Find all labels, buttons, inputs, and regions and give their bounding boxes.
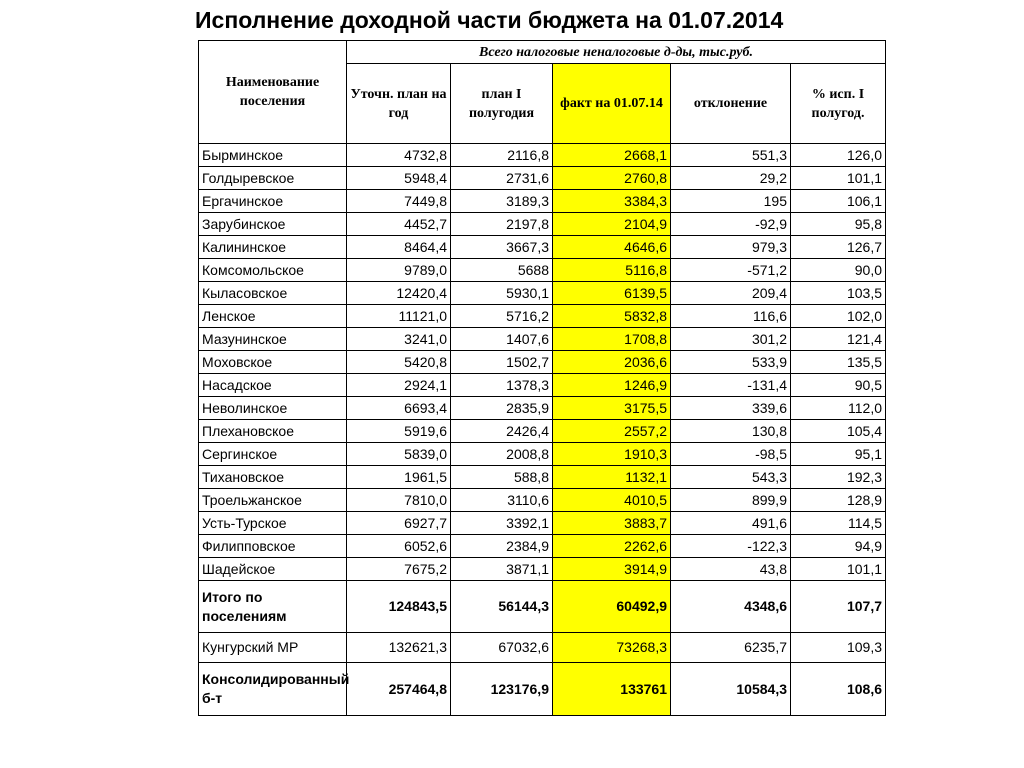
deviation-cell: -92,9	[671, 213, 791, 236]
mr-row	[199, 633, 886, 663]
plan-half-cell: 2731,6	[451, 167, 553, 190]
deviation-cell: -131,4	[671, 374, 791, 397]
plan-year-cell: 12420,4	[347, 282, 451, 305]
settlement-name: Неволинское	[199, 397, 347, 420]
header-col-fact: факт на 01.07.14	[553, 64, 671, 144]
percent-cell: 90,5	[791, 374, 886, 397]
deviation-cell: 209,4	[671, 282, 791, 305]
table-row	[199, 190, 886, 213]
header-group: Всего налоговые неналоговые д-ды, тыс.руб.	[347, 41, 886, 64]
header-col-percent: % исп. I полугод.	[791, 64, 886, 144]
plan-year-cell: 1961,5	[347, 466, 451, 489]
header-col-plan-half: план I полугодия	[451, 64, 553, 144]
percent-cell: 105,4	[791, 420, 886, 443]
fact-cell: 1246,9	[553, 374, 671, 397]
fact-cell: 6139,5	[553, 282, 671, 305]
settlement-name: Мазунинское	[199, 328, 347, 351]
plan-half-cell: 1378,3	[451, 374, 553, 397]
consolidated-name: Консолидированный б-т	[199, 663, 347, 716]
table-row	[199, 535, 886, 558]
plan-year-cell: 5839,0	[347, 443, 451, 466]
plan-half-cell: 3871,1	[451, 558, 553, 581]
deviation-cell: 195	[671, 190, 791, 213]
percent-cell: 102,0	[791, 305, 886, 328]
table-row	[199, 512, 886, 535]
percent-cell: 106,1	[791, 190, 886, 213]
fact-cell: 1708,8	[553, 328, 671, 351]
table-row	[199, 466, 886, 489]
plan-half-cell: 3392,1	[451, 512, 553, 535]
deviation-cell: 301,2	[671, 328, 791, 351]
header-row-group	[199, 41, 886, 64]
total-fact: 60492,9	[553, 581, 671, 633]
percent-cell: 114,5	[791, 512, 886, 535]
plan-year-cell: 6693,4	[347, 397, 451, 420]
table-row	[199, 443, 886, 466]
fact-cell: 3384,3	[553, 190, 671, 213]
deviation-cell: 339,6	[671, 397, 791, 420]
fact-cell: 2557,2	[553, 420, 671, 443]
table-row	[199, 213, 886, 236]
settlement-name: Усть-Турское	[199, 512, 347, 535]
consolidated-fact: 133761	[553, 663, 671, 716]
percent-cell: 128,9	[791, 489, 886, 512]
plan-half-cell: 3667,3	[451, 236, 553, 259]
table-row	[199, 374, 886, 397]
plan-year-cell: 9789,0	[347, 259, 451, 282]
mr-percent: 109,3	[791, 633, 886, 663]
plan-year-cell: 5420,8	[347, 351, 451, 374]
plan-year-cell: 11121,0	[347, 305, 451, 328]
settlement-name: Калининское	[199, 236, 347, 259]
percent-cell: 121,4	[791, 328, 886, 351]
settlement-name: Комсомольское	[199, 259, 347, 282]
percent-cell: 126,0	[791, 144, 886, 167]
plan-half-cell: 2384,9	[451, 535, 553, 558]
page-title: Исполнение доходной части бюджета на 01.07.2014	[195, 7, 784, 33]
deviation-cell: -571,2	[671, 259, 791, 282]
plan-half-cell: 1407,6	[451, 328, 553, 351]
plan-year-cell: 5948,4	[347, 167, 451, 190]
percent-cell: 95,1	[791, 443, 886, 466]
percent-cell: 112,0	[791, 397, 886, 420]
plan-half-cell: 588,8	[451, 466, 553, 489]
plan-year-cell: 4452,7	[347, 213, 451, 236]
plan-half-cell: 2008,8	[451, 443, 553, 466]
header-col-plan-year: Уточн. план на год	[347, 64, 451, 144]
percent-cell: 101,1	[791, 558, 886, 581]
plan-half-cell: 5930,1	[451, 282, 553, 305]
mr-fact: 73268,3	[553, 633, 671, 663]
settlement-name: Зарубинское	[199, 213, 347, 236]
table-row	[199, 144, 886, 167]
plan-year-cell: 6927,7	[347, 512, 451, 535]
deviation-cell: 533,9	[671, 351, 791, 374]
plan-year-cell: 5919,6	[347, 420, 451, 443]
total-percent: 107,7	[791, 581, 886, 633]
deviation-cell: 543,3	[671, 466, 791, 489]
fact-cell: 2760,8	[553, 167, 671, 190]
consolidated-percent: 108,6	[791, 663, 886, 716]
percent-cell: 94,9	[791, 535, 886, 558]
plan-half-cell: 2426,4	[451, 420, 553, 443]
header-col-deviation: отклонение	[671, 64, 791, 144]
plan-year-cell: 3241,0	[347, 328, 451, 351]
table-row	[199, 282, 886, 305]
fact-cell: 5116,8	[553, 259, 671, 282]
plan-half-cell: 1502,7	[451, 351, 553, 374]
plan-year-cell: 6052,6	[347, 535, 451, 558]
consolidated-row	[199, 663, 886, 716]
deviation-cell: 130,8	[671, 420, 791, 443]
settlement-name: Голдыревское	[199, 167, 347, 190]
plan-year-cell: 4732,8	[347, 144, 451, 167]
deviation-cell: 979,3	[671, 236, 791, 259]
deviation-cell: -98,5	[671, 443, 791, 466]
mr-deviation: 6235,7	[671, 633, 791, 663]
settlement-name: Шадейское	[199, 558, 347, 581]
deviation-cell: 43,8	[671, 558, 791, 581]
total-plan-half: 56144,3	[451, 581, 553, 633]
settlement-name: Ергачинское	[199, 190, 347, 213]
fact-cell: 4646,6	[553, 236, 671, 259]
mr-plan-year: 132621,3	[347, 633, 451, 663]
deviation-cell: 491,6	[671, 512, 791, 535]
settlement-name: Троельжанское	[199, 489, 347, 512]
mr-plan-half: 67032,6	[451, 633, 553, 663]
plan-year-cell: 2924,1	[347, 374, 451, 397]
fact-cell: 4010,5	[553, 489, 671, 512]
plan-half-cell: 5716,2	[451, 305, 553, 328]
total-plan-year: 124843,5	[347, 581, 451, 633]
total-deviation: 4348,6	[671, 581, 791, 633]
plan-half-cell: 3189,3	[451, 190, 553, 213]
plan-year-cell: 7449,8	[347, 190, 451, 213]
consolidated-plan-half: 123176,9	[451, 663, 553, 716]
deviation-cell: 551,3	[671, 144, 791, 167]
settlement-name: Плехановское	[199, 420, 347, 443]
fact-cell: 3883,7	[553, 512, 671, 535]
settlement-name: Насадское	[199, 374, 347, 397]
table-row	[199, 420, 886, 443]
table-row	[199, 351, 886, 374]
fact-cell: 3175,5	[553, 397, 671, 420]
deviation-cell: -122,3	[671, 535, 791, 558]
fact-cell: 2036,6	[553, 351, 671, 374]
plan-year-cell: 8464,4	[347, 236, 451, 259]
percent-cell: 90,0	[791, 259, 886, 282]
plan-half-cell: 3110,6	[451, 489, 553, 512]
plan-half-cell: 2835,9	[451, 397, 553, 420]
total-name: Итого по поселениям	[199, 581, 347, 633]
settlement-name: Кыласовское	[199, 282, 347, 305]
deviation-cell: 899,9	[671, 489, 791, 512]
fact-cell: 3914,9	[553, 558, 671, 581]
consolidated-deviation: 10584,3	[671, 663, 791, 716]
table-row	[199, 259, 886, 282]
table-row	[199, 558, 886, 581]
plan-half-cell: 2197,8	[451, 213, 553, 236]
settlement-name: Сергинское	[199, 443, 347, 466]
consolidated-plan-year: 257464,8	[347, 663, 451, 716]
total-row	[199, 581, 886, 633]
fact-cell: 5832,8	[553, 305, 671, 328]
settlement-name: Тихановское	[199, 466, 347, 489]
table-row	[199, 167, 886, 190]
percent-cell: 101,1	[791, 167, 886, 190]
percent-cell: 135,5	[791, 351, 886, 374]
table-row	[199, 397, 886, 420]
fact-cell: 2668,1	[553, 144, 671, 167]
deviation-cell: 116,6	[671, 305, 791, 328]
budget-table	[198, 40, 886, 716]
plan-year-cell: 7675,2	[347, 558, 451, 581]
settlement-name: Бырминское	[199, 144, 347, 167]
settlement-name: Ленское	[199, 305, 347, 328]
percent-cell: 103,5	[791, 282, 886, 305]
header-name: Наименование поселения	[199, 41, 347, 144]
table-row	[199, 305, 886, 328]
plan-half-cell: 5688	[451, 259, 553, 282]
percent-cell: 95,8	[791, 213, 886, 236]
mr-name: Кунгурский МР	[199, 633, 347, 663]
fact-cell: 2104,9	[553, 213, 671, 236]
deviation-cell: 29,2	[671, 167, 791, 190]
table-row	[199, 328, 886, 351]
table-row	[199, 236, 886, 259]
plan-half-cell: 2116,8	[451, 144, 553, 167]
fact-cell: 1132,1	[553, 466, 671, 489]
fact-cell: 1910,3	[553, 443, 671, 466]
percent-cell: 126,7	[791, 236, 886, 259]
plan-year-cell: 7810,0	[347, 489, 451, 512]
percent-cell: 192,3	[791, 466, 886, 489]
table-row	[199, 489, 886, 512]
fact-cell: 2262,6	[553, 535, 671, 558]
settlement-name: Моховское	[199, 351, 347, 374]
settlement-name: Филипповское	[199, 535, 347, 558]
